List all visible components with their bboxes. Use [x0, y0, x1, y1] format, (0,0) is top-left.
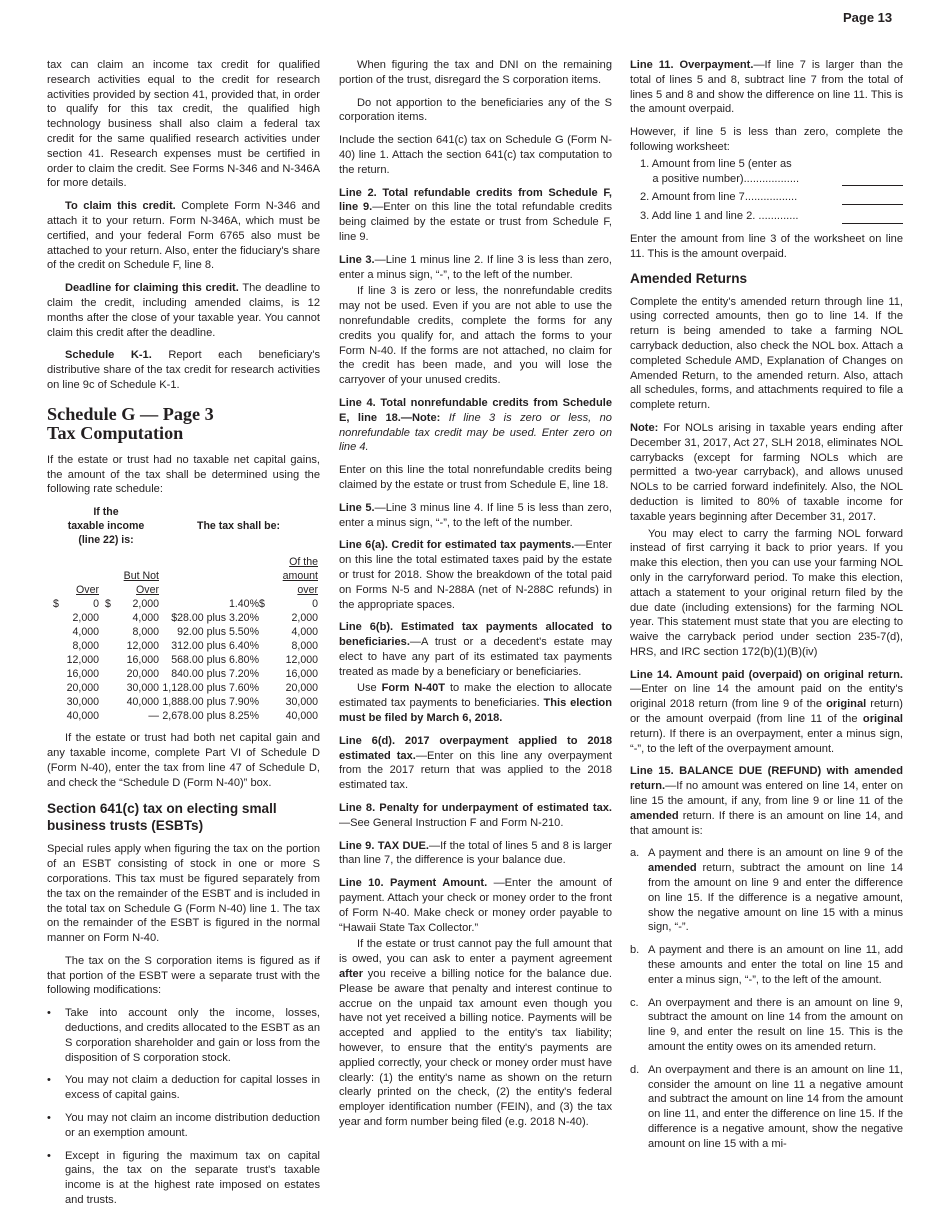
- table-cell: [53, 625, 65, 639]
- run-in-heading: Line 2. Total refundable credits from Schedule F, line 9.: [339, 186, 612, 214]
- table-cell: 40,000: [66, 710, 99, 723]
- header-line: If the: [93, 506, 119, 519]
- paragraph-line-4: [339, 396, 612, 455]
- note-label: —Note:: [400, 411, 441, 424]
- paragraph-text: —Enter on this line any overpayment from the 2017 return that was applied to the 2018 estimated tax.: [339, 749, 612, 792]
- paragraph-text: A payment and there is an amount on line 9 of the: [648, 847, 903, 860]
- list-item: [630, 1063, 903, 1152]
- table-row: [53, 681, 318, 695]
- table-cell: 12,000: [285, 654, 318, 667]
- worksheet-entry-line: [842, 173, 903, 186]
- list-marker: b.: [630, 944, 640, 957]
- table-cell: 30,000: [66, 696, 99, 709]
- header-line: Of the: [289, 556, 318, 569]
- table-row: [53, 695, 318, 709]
- paragraph: tax can claim an income tax credit for qualified research activities equal to the credit for research activities provided by section 41, provided that, in order to qualify for this tax credit, the qualified high technology business shall also claim a federal tax credit for the same qualified research activities under section 41. Research expenses must be certified in order to claim the credit. See Forms N-346 and N-346A for more details.: [47, 59, 320, 190]
- heading-line: Schedule G — Page 3: [47, 403, 214, 424]
- section-heading-schedule-g: [47, 405, 320, 443]
- paragraph: If line 3 is zero or less, the nonrefundable credits may not be used. Even if you are not able to use the nonrefundable credits, complete the forms for any credits you qualify for, and attach the forms to your Form N-40. If the forms are not attached, no claim for the credit has been made, and you will lose the carryover of your unused credits.: [339, 285, 612, 387]
- run-in-heading: Line 8. Penalty for underpayment of estimated tax.: [339, 802, 612, 815]
- table-row: [53, 667, 318, 681]
- header-line: amount: [282, 570, 318, 583]
- run-in-heading: Line 14. Amount paid (overpaid) on original return.: [630, 668, 903, 681]
- table-header-income: [53, 505, 159, 547]
- paragraph: Enter on this line the total nonrefundable credits being claimed by the estate or trust from Schedule E, line 18.: [339, 464, 612, 491]
- table-cell: 40,000: [126, 696, 159, 709]
- section-heading-esbt: Section 641(c) tax on electing small business trusts (ESBTs): [47, 801, 277, 834]
- table-cell: 840.00 plus 7.20%: [171, 668, 259, 681]
- table-cell: 312.00 plus 6.40%: [171, 640, 259, 653]
- run-in-heading: Line 11. Overpayment.: [630, 59, 754, 71]
- paragraph-text: to make the election to allocate estimated tax payments to beneficiaries.: [339, 682, 612, 710]
- page-number: Page 13: [843, 10, 893, 25]
- line-15-cases-list: [630, 846, 903, 1151]
- paragraph-text: —If line 7 is larger than the total of lines 5 and 8, subtract line 7 from the total of lines 5 and 8 and show the difference on line 11. This is the amount overpaid.: [630, 59, 903, 116]
- table-row: [53, 597, 318, 611]
- paragraph-text: —Enter the amount of payment. Attach your check or money order to the front of Form N-40. Make check or money order payable to “Hawaii State Tax Collector.”: [339, 877, 612, 934]
- table-cell: [53, 639, 65, 653]
- run-in-heading: Line 3.: [339, 253, 375, 266]
- list-item: [630, 996, 903, 1055]
- table-cell: [53, 611, 65, 625]
- list-item: • You may not claim a deduction for capital losses in excess of capital gains.: [47, 1073, 320, 1103]
- list-item: [630, 943, 903, 987]
- table-cell: [53, 695, 65, 709]
- emphasis: original: [862, 713, 903, 726]
- table-row: [53, 653, 318, 667]
- paragraph-text: Use: [357, 682, 382, 695]
- run-in-heading: Line 4. Total nonrefundable credits from Schedule E, line 18.: [339, 396, 612, 424]
- header-line: taxable income: [67, 520, 145, 533]
- run-in-heading: Line 6(a). Credit for estimated tax payments.: [339, 539, 575, 552]
- table-cell: 16,000: [126, 654, 159, 667]
- table-cell: 1,128.00 plus 7.60%: [162, 682, 259, 695]
- table-cell: [259, 709, 271, 723]
- election-deadline: This election must be filed by March 6, 2018.: [339, 697, 612, 725]
- table-cell: $: [53, 598, 59, 611]
- table-cell: 16,000: [66, 668, 99, 681]
- emphasis: amended: [648, 862, 697, 875]
- table-cell: [259, 653, 271, 667]
- table-cell: [259, 695, 271, 709]
- paragraph-text: Complete Form N-346 and attach it to your return. Form N-346A, which must be certified, and your federal Form 6765 also must be attached to your return. Also, enter the fiduciary's share of the credit on Schedule F, line 8.: [47, 200, 320, 272]
- paragraph: Enter the amount from line 3 of the worksheet on line 11. This is the amount overpaid.: [630, 232, 903, 260]
- table-cell: 8,000: [291, 640, 318, 653]
- table-cell: [53, 667, 65, 681]
- worksheet-label: a positive number)..................: [640, 172, 800, 185]
- list-item: [630, 846, 903, 935]
- paragraph-payment-agreement: [339, 937, 612, 1129]
- section-heading-amended: Amended Returns: [630, 270, 748, 286]
- table-cell: 1,888.00 plus 7.90%: [162, 696, 259, 709]
- table-cell: [259, 639, 271, 653]
- paragraph: Complete the entity's amended return through line 11, using corrected amounts, then go to line 14. If the return is being amended to take a farming NOL carryback deduction, also check the NOL box. Attach a completed Schedule AMD, Explanation of Changes on Amended Return, to the amended return. Also, attach all schedules, forms, and attachments required to file a complete return.: [630, 295, 903, 412]
- paragraph: When figuring the tax and DNI on the remaining portion of the trust, disregard the S corporation items.: [339, 59, 612, 86]
- paragraph-line-10: [339, 876, 612, 935]
- table-cell: 2,678.00 plus 8.25%: [162, 710, 259, 723]
- table-cell: 1.40%: [228, 598, 259, 611]
- worksheet-label: 3. Add line 1 and line 2. .............: [640, 210, 799, 223]
- header-line: (line 22) is:: [78, 534, 134, 547]
- rate-schedule-table: [53, 505, 318, 723]
- modifications-list: [47, 1006, 320, 1208]
- table-cell: 0: [312, 598, 318, 611]
- table-cell: 568.00 plus 6.80%: [171, 654, 259, 667]
- paragraph-line-9: [339, 839, 612, 869]
- table-cell: [259, 611, 271, 625]
- paragraph-line-6d: [339, 734, 612, 793]
- table-cell: 92.00 plus 5.50%: [177, 626, 259, 639]
- overpayment-worksheet: [630, 157, 903, 224]
- paragraph-text: you receive a billing notice for the balance due. Please be aware that penalty and interest continue to accrue on the unpaid tax amount even though you have not yet received a billing notice. Payments will be accepted and applied to the entity's tax liability; however, to ensure that the entity's payments are applied correctly, your check or money order must have clearly: (1) the entity's name as shown on the return clearly printed on the check, (2) the entity's federal employer identification number (FEIN), and (3) the tax year and form number being filed (e.g. 2018 N-40).: [339, 968, 612, 1128]
- table-cell: 30,000: [285, 696, 318, 709]
- worksheet-entry-line: [842, 211, 903, 224]
- table-cell: 20,000: [126, 668, 159, 681]
- table-cell: 8,000: [132, 626, 159, 639]
- table-cell: [259, 681, 271, 695]
- list-item: • Except in figuring the maximum tax on capital gains, the tax on the separate trust's taxable income is at the highest rate imposed on estates and trusts.: [47, 1149, 320, 1208]
- run-in-heading: Line 5.: [339, 501, 375, 514]
- paragraph-text: For NOLs arising in taxable years ending after December 31, 2017, Act 27, SLH 2018, eliminates NOL carrybacks (except for farming NOLs which are permitted a two-year carryback), and allows unused NOLs to be carried forward indefinitely. Also, the NOL deduction is limited to 80% of taxable income for taxable years beginning after December 31, 2017.: [630, 421, 903, 523]
- paragraph-text: —Enter on line 14 the amount paid on the entity's original 2018 return (from line 9 of the: [630, 683, 903, 711]
- run-in-heading: Schedule K-1.: [65, 349, 152, 362]
- table-cell: [53, 681, 65, 695]
- paragraph: If the estate or trust had no taxable net capital gains, the amount of the tax shall be determined using the following rate schedule:: [47, 453, 320, 496]
- table-cell: 4,000: [291, 626, 318, 639]
- column-header-of-amount-over: [283, 556, 318, 596]
- worksheet-row: [630, 190, 903, 205]
- paragraph-line-14: [630, 668, 903, 757]
- table-cell: 20,000: [66, 682, 99, 695]
- table-cell: 2,000: [72, 612, 99, 625]
- paragraph-text: —Enter on this line the total estimated taxes paid by the estate or trust for 2018. Show the breakdown of the total paid on Forms N-5 and N-288A (net of N-288C refunds) in the appropriate spaces.: [339, 539, 612, 611]
- table-cell: [53, 709, 65, 723]
- table-cell: 16,000: [285, 668, 318, 681]
- paragraph-text: —Line 1 minus line 2. If line 3 is less than zero, enter a minus sign, “-”, to the left of the number.: [339, 253, 612, 281]
- run-in-heading: Line 10. Payment Amount.: [339, 877, 488, 890]
- table-row: [53, 625, 318, 639]
- paragraph-line-6a: [339, 538, 612, 612]
- paragraph-text: Report each beneficiary's distributive share of the tax credit for research activities on line 9c of Schedule K-1.: [47, 349, 320, 391]
- worksheet-entry-line: [842, 192, 903, 205]
- emphasis: after: [339, 968, 364, 981]
- table-cell: [259, 625, 271, 639]
- worksheet-row: 1. Amount from line 5 (enter as: [640, 157, 792, 170]
- column-right: [630, 58, 903, 1160]
- table-cell: $28.00 plus 3.20%: [171, 612, 259, 625]
- paragraph-text: —Line 3 minus line 4. If line 5 is less than zero, enter a minus sign, “-”, to the left of the number.: [339, 501, 612, 529]
- list-marker: c.: [630, 996, 639, 1009]
- paragraph-note: [630, 421, 903, 525]
- worksheet-row: [630, 172, 903, 187]
- table-cell: 30,000: [126, 682, 159, 695]
- paragraph-text: return). If there is an overpayment, enter a minus sign, “-”, to the left of the overpayment amount.: [630, 727, 903, 755]
- table-cell: 12,000: [126, 640, 159, 653]
- paragraph-text: The deadline to claim the credit, including amended claims, is 12 months after the close of your taxable year. You cannot claim this credit after the deadline.: [47, 282, 321, 339]
- list-item: • You may not claim an income distribution deduction or an exemption amount.: [47, 1111, 320, 1141]
- header-line: over: [297, 584, 318, 597]
- list-item: • Take into account only the income, losses, deductions, and credits allocated to the ESBT as an S corporation shareholder and gain or loss from the disposition of S corporation stock.: [47, 1006, 320, 1065]
- paragraph-election: [339, 681, 612, 725]
- paragraph-line-3: [339, 253, 612, 283]
- table-cell: [259, 667, 271, 681]
- paragraph-line-8: [339, 801, 612, 831]
- table-header-tax: The tax shall be:: [196, 520, 280, 533]
- emphasis: amended: [630, 809, 679, 822]
- table-cell: [53, 653, 65, 667]
- paragraph-text: —A trust or a decedent's estate may elect to have any part of its estimated tax payments treated as made by a beneficiary or beneficiaries.: [339, 636, 612, 678]
- table-cell: $: [259, 598, 265, 611]
- paragraph-line-15: [630, 764, 903, 838]
- paragraph: The tax on the S corporation items is figured as if that portion of the ESBT were a separate trust with the following modifications:: [47, 954, 320, 997]
- table-cell: 4,000: [72, 626, 99, 639]
- table-cell: [99, 597, 159, 611]
- paragraph-schedule-k1: [47, 348, 320, 392]
- emphasis: original: [826, 698, 867, 711]
- paragraph-text: If the estate or trust cannot pay the full amount that is owed, you can ask to enter a payment agreement: [339, 938, 612, 966]
- currency-sign: $: [105, 598, 111, 611]
- paragraph-text: A payment and there is an amount on line 11, add these amounts and enter the total on line 15 and enter a minus sign, “-”, to the left of the amount.: [648, 944, 903, 986]
- run-in-heading: To claim this credit.: [65, 200, 176, 213]
- paragraph-text: —If the total of lines 5 and 8 is larger than line 7, the difference is your balance due.: [339, 839, 612, 867]
- cell-value: 2,000: [132, 598, 159, 611]
- paragraph-text: An overpayment and there is an amount on line 9, subtract the amount on line 14 from the amount on line 9, and enter the result on line 15. This is the amount the entity owes on its amended return.: [648, 996, 903, 1054]
- paragraph-text: —Enter on this line the total refundable credits being claimed by the estate or trust from Schedule F, line 9.: [339, 201, 612, 243]
- column-left: [47, 58, 320, 1216]
- paragraph-text: return. If there is an amount on line 14, and that amount is:: [630, 809, 903, 837]
- column-middle: [339, 58, 612, 1138]
- paragraph: Special rules apply when figuring the tax on the portion of an ESBT consisting of stock in one or more S corporations. This tax must be figured separately from the tax on the remainder of the ESBT and is included in the total tax on Schedule G (Form N-40) line 1. The tax on the remainder of the ESBT is figured in the normal manner on Form N-40.: [47, 843, 320, 945]
- header-line: Over: [136, 584, 159, 597]
- paragraph-text: An overpayment and there is an amount on line 11, consider the amount on line 11 a negative amount and subtract the amount on line 14 from the amount on line 11, and enter the difference on line 15. If the difference is a negative amount, show the negative amount on line 15 with a mi-: [648, 1063, 903, 1150]
- paragraph-line-6b: [339, 620, 612, 679]
- note-text: If line 3 is zero or less, no nonrefundable tax credit may be used. Enter zero on line 4.: [339, 411, 612, 454]
- heading-line: Tax Computation: [47, 422, 184, 443]
- list-marker: d.: [630, 1063, 640, 1076]
- paragraph: Do not apportion to the beneficiaries any of the S corporation items.: [339, 96, 612, 124]
- worksheet-label: 2. Amount from line 7.................: [640, 191, 798, 204]
- table-cell: 8,000: [72, 640, 99, 653]
- table-cell: 4,000: [132, 612, 159, 625]
- table-cell: 2,000: [291, 612, 318, 625]
- table-cell: —: [148, 710, 159, 723]
- table-row: [53, 709, 318, 723]
- paragraph: However, if line 5 is less than zero, complete the following worksheet:: [630, 126, 903, 153]
- run-in-heading: Line 9. TAX DUE.: [339, 839, 429, 852]
- paragraph-text: return) or the amount overpaid (from line 11 of the: [630, 698, 903, 726]
- run-in-heading: Line 15. BALANCE DUE (REFUND) with amended return.: [630, 765, 903, 793]
- column-header-over: Over: [76, 584, 99, 597]
- table-row: [53, 639, 318, 653]
- paragraph-text: —If no amount was entered on line 14, enter on line 15 the amount, if any, from line 9 or line 11 of the: [630, 780, 903, 808]
- list-marker: a.: [630, 847, 640, 860]
- column-header-but-not-over: [124, 570, 159, 596]
- table-cell: 12,000: [66, 654, 99, 667]
- run-in-heading: Line 6(d). 2017 overpayment applied to 2018 estimated tax.: [339, 734, 612, 762]
- paragraph: Include the section 641(c) tax on Schedule G (Form N-40) line 1. Attach the section 641(c) tax computation to the return.: [339, 134, 612, 176]
- note-label: Note:: [630, 421, 659, 434]
- paragraph-line-5: [339, 501, 612, 531]
- header-line: But Not: [123, 570, 159, 583]
- paragraph-text: return, subtract the amount on line 14 from the amount on line 9 and enter the difference on line 15. If the difference is a negative amount, show the negative amount on line 15 with a minus sign, “-”.: [648, 862, 903, 934]
- paragraph-claim-credit: [47, 199, 320, 273]
- table-cell: 20,000: [285, 682, 318, 695]
- paragraph: You may elect to carry the farming NOL forward instead of first carrying it back to prior years. If you make this election, then you can use your farming NOL only in the carryforward period. To make this election, attach a statement to your original return filed by the due date (including extensions) for the farming NOL year. This statement must state that you are electing to waive the carryback period under section 235-7(d), HRS, and IRC section 172(b)(1)(B)(iv): [630, 527, 903, 658]
- form-reference: Form N-40T: [381, 682, 446, 695]
- paragraph-line-11: [630, 58, 903, 117]
- table-row: [53, 611, 318, 625]
- paragraph-text: —See General Instruction F and Form N-210.: [339, 816, 564, 829]
- paragraph-deadline: [47, 281, 320, 340]
- run-in-heading: Line 6(b). Estimated tax payments allocated to beneficiaries.: [339, 621, 612, 649]
- worksheet-row: [630, 209, 903, 224]
- paragraph-line-2: [339, 186, 612, 245]
- run-in-heading: Deadline for claiming this credit.: [65, 282, 239, 295]
- paragraph: If the estate or trust had both net capital gain and any taxable income, complete Part VI of Schedule D (Form N-40), enter the tax from line 47 of Schedule D, and check the “Schedule D (Form N-40)” box.: [47, 732, 320, 789]
- table-cell: 40,000: [285, 710, 318, 723]
- table-cell: 0: [93, 598, 99, 611]
